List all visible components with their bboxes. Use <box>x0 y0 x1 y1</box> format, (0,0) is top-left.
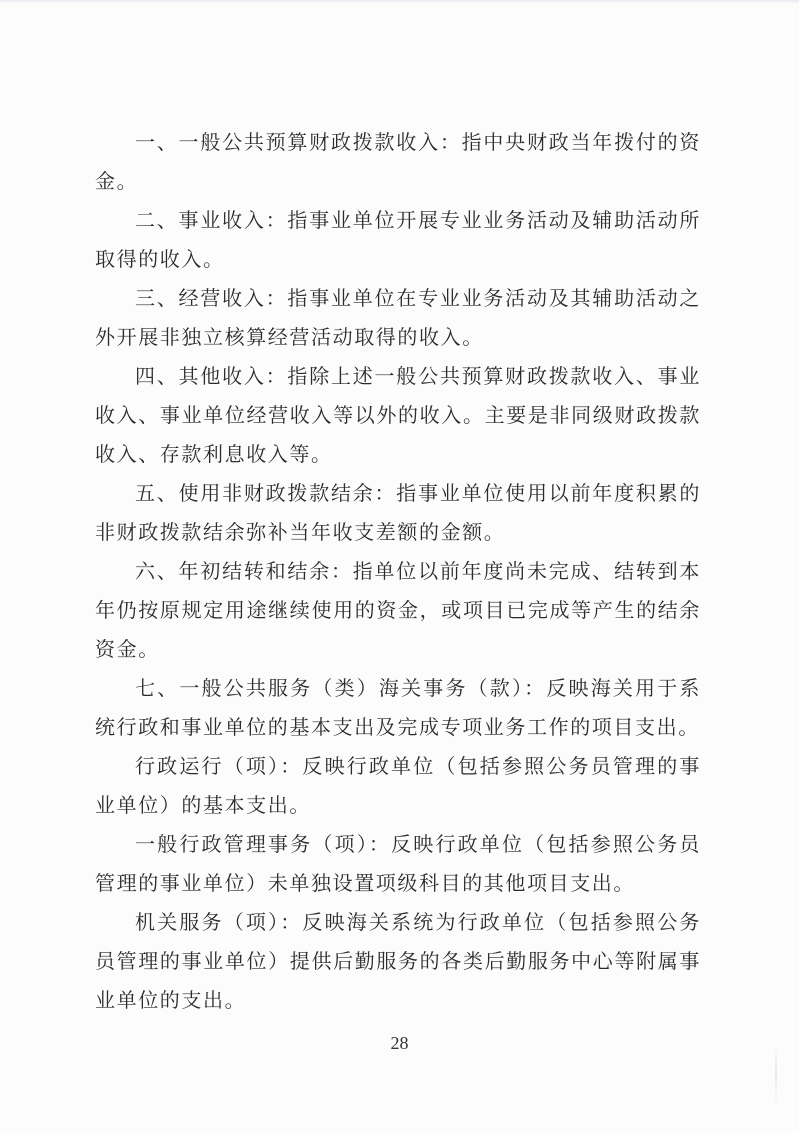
page-number: 28 <box>390 1033 409 1053</box>
paragraph-income-business: 二、事业收入：指事业单位开展专业业务活动及辅助活动所取得的收入。 <box>95 208 701 271</box>
paragraph-income-fiscal: 一、一般公共预算财政拨款收入：指中央财政当年拨付的资金。 <box>95 130 701 193</box>
paragraph-carryover: 六、年初结转和结余：指单位以前年度尚未完成、结转到本年仍按原规定用途继续使用的资金，或项目已完成等产生的结余资金。 <box>95 559 701 661</box>
paragraph-agency-services: 机关服务（项）：反映海关系统为行政单位（包括参照公务员管理的事业单位）提供后勤服务的各类后勤服务中心等附属事业单位的支出。 <box>95 910 701 1012</box>
scan-artifact <box>775 1040 777 1110</box>
paragraph-customs-affairs: 七、一般公共服务（类）海关事务（款）：反映海关用于系统行政和事业单位的基本支出及完成专项业务工作的项目支出。 <box>95 676 701 739</box>
paragraph-income-other: 四、其他收入：指除上述一般公共预算财政拨款收入、事业收入、事业单位经营收入等以外的收入。主要是非同级财政拨款收入、存款利息收入等。 <box>95 364 701 466</box>
paragraph-general-administration: 一般行政管理事务（项）：反映行政单位（包括参照公务员管理的事业单位）未单独设置项级科目的其他项目支出。 <box>95 832 701 895</box>
paragraph-non-fiscal-balance: 五、使用非财政拨款结余：指事业单位使用以前年度积累的非财政拨款结余弥补当年收支差额的金额。 <box>95 481 701 544</box>
scan-top-edge <box>0 0 799 4</box>
paragraph-income-operation: 三、经营收入：指事业单位在专业业务活动及其辅助活动之外开展非独立核算经营活动取得的收入。 <box>95 286 701 349</box>
paragraph-administrative-operation: 行政运行（项）：反映行政单位（包括参照公务员管理的事业单位）的基本支出。 <box>95 754 701 817</box>
body-text <box>95 123 701 1020</box>
